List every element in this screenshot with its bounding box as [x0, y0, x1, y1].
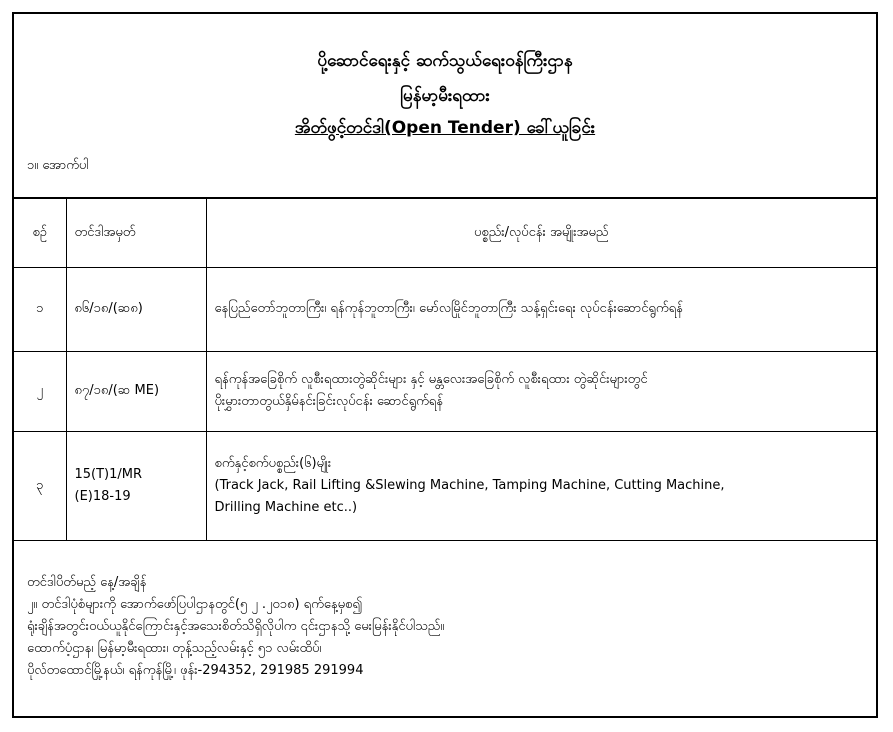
description-line: ရန်ကုန်အခြေစိုက် လူစီးရထားတွဲဆိုင်းများ နှင့် မန္တလေးအခြေစိုက် လူစီးရထား တွဲဆိုင်းများတွင် [214, 372, 648, 387]
row-no: ၂ [14, 351, 66, 431]
notice-footer [27, 572, 867, 682]
row-tender-no: ၈၇/၁၈/(ဆ ME) [66, 351, 206, 431]
tender-no-line: (E)18-19 [74, 488, 131, 504]
row-no: ၁ [14, 267, 66, 351]
description-line: Drilling Machine etc..) [214, 499, 358, 515]
table-row [14, 267, 876, 351]
row-description [206, 431, 876, 540]
footer-line: ထောက်ပံ့ဌာန၊ မြန်မာ့မီးရထား၊ တုန့်သည့်လမ်းနှင့် ၅၁ လမ်းထိပ်၊ [27, 641, 322, 656]
tender-table [14, 197, 876, 541]
row-no: ၃ [14, 431, 66, 540]
table-row [14, 431, 876, 540]
description-line: (Track Jack, Rail Lifting &Slewing Machine, Tamping Machine, Cutting Machine, [214, 477, 725, 493]
col-header-tender-no: တင်ဒါအမှတ် [66, 198, 206, 267]
row-description [206, 267, 876, 351]
closing-date-label: တင်ဒါပိတ်မည့် နေ့/အချိန် [27, 575, 147, 590]
department-title: မြန်မာ့မီးရထား [400, 86, 490, 106]
col-header-description: ပစ္စည်း/လုပ်ငန်း အမျိုးအမည် [206, 198, 876, 267]
footer-line: ၂။ တင်ဒါပုံစံများကို အောက်ဖော်ပြပါဌာနတွင်(၅ ၂ .၂၀၁၈) ရက်နေ့မှစ၍ [27, 597, 363, 612]
ministry-title: ပို့ဆောင်ရေးနှင့် ဆက်သွယ်ရေးဝန်ကြီးဌာန [317, 51, 573, 71]
notice-title: အိတ်ဖွင့်တင်ဒါ(Open Tender) ခေါ်ယူခြင်း [294, 118, 596, 138]
table-row [14, 351, 876, 431]
description-line: ပိုးမွှားတာတွယ်နှိမ်နင်းခြင်းလုပ်ငန်း ဆောင်ရွက်ရန် [214, 394, 443, 409]
table-header-row [14, 198, 876, 267]
document-frame [12, 12, 878, 718]
footer-line: ရုံးချိန်အတွင်းဝယ်ယူနိုင်ကြောင်းနှင့်အသေးစိတ်သိရှိလိုပါက ၎င်းဌာနသို့ မေးမြန်းနိုင်ပါသည်။ [27, 619, 445, 634]
tender-no-line: 15(T)1/MR [74, 466, 143, 482]
contact-line: ပိုလ်တထောင်မြို့နယ်၊ ရန်ကုန်မြို့၊ ဖုန်း-294352, 291985 291994 [27, 663, 364, 678]
row-description [206, 351, 876, 431]
section-label: ၁။ အောက်ပါ [27, 158, 89, 173]
description-line: နေပြည်တော်ဘူတာကြီး၊ ရန်ကုန်ဘူတာကြီး၊ မော်လမြိုင်ဘူတာကြီး သန့်ရှင်းရေး လုပ်ငန်းဆောင်ရွက်ရန် [214, 301, 683, 316]
row-tender-no: ၈၆/၁၈/(ဆ၈) [66, 267, 206, 351]
col-header-no: စဉ် [14, 198, 66, 267]
row-tender-no [66, 431, 206, 540]
notice-header [14, 14, 876, 196]
description-line: စက်နှင့်စက်ပစ္စည်း(၆)မျိုး [214, 455, 332, 471]
